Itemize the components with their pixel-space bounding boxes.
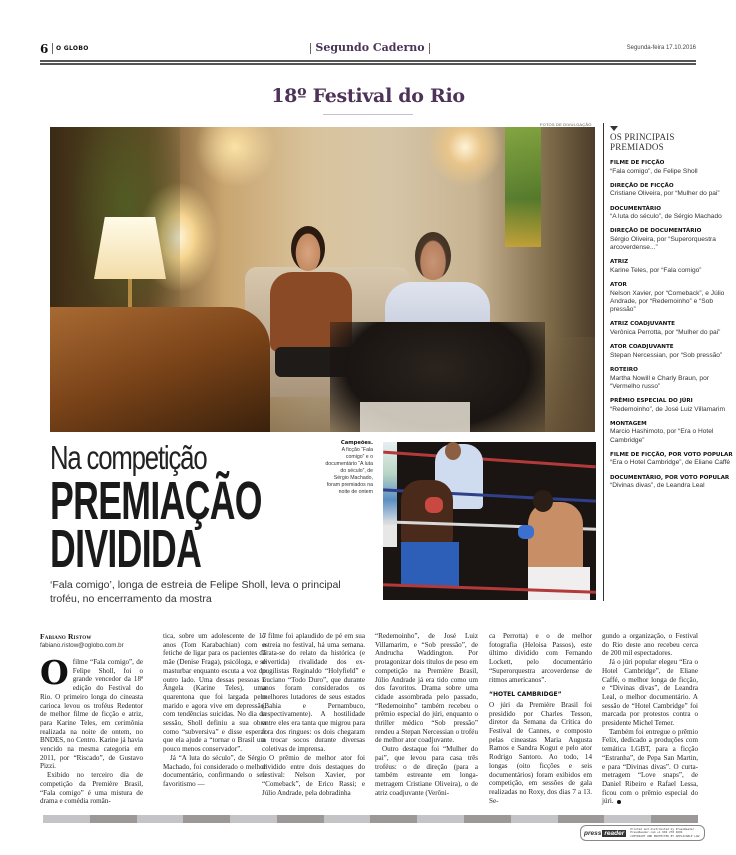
article-column-5: ca Perrotta) e o de melhor fotografia (Heloisa Passos), este último dividido com Fernando Lockett, pelo documentário “Superorquestra arcoverdense de ritmos americanos”. “HOTEL CAMBRIDGE” O júri da Première Brasil foi presidido por Charles Tesson, diretor da Semana da Crítica do Festival de Cannes, e composto pelas cineastas Maria Augusta Ramos e Sandra Kogut e pelo ator Rodrigo Santoro. Ao todo, 14 longas (oito ficções e seis documentários) foram exibidos em competição, em sessões de gala realizadas no Roxy, dos dias 7 a 13. Se- bbox=[489, 632, 592, 805]
award-item: ATOR COADJUVANTE Stepan Nercessian, por “Sob pressão” bbox=[610, 344, 723, 359]
newspaper-name: O GLOBO bbox=[56, 45, 89, 52]
footer-dashed-rule bbox=[43, 815, 698, 823]
header-rule bbox=[40, 60, 696, 65]
page-number: 6 bbox=[40, 42, 49, 56]
kicker-underline bbox=[323, 114, 413, 115]
award-item: FILME DE FICÇÃO, POR VOTO POPULAR “Era o Hotel Cambridge”, de Eliane Caffé bbox=[610, 451, 733, 467]
headline-line-2: DIVIDIDA bbox=[50, 519, 202, 579]
sidebar-title: OS PRINCIPAIS PREMIADOS bbox=[610, 132, 675, 152]
photo-credit: FOTOS DE DIVULGAÇÃO bbox=[540, 122, 592, 127]
headline-overline: Na competição bbox=[50, 439, 207, 476]
author-email[interactable]: fabiano.ristow@oglobo.com.br bbox=[40, 642, 124, 649]
pressreader-info: Printed and distributed by PressReader PressReader.com +1 604 278 4604 COPYRIGHT AND PROTECTED BY APPLICABLE LAW bbox=[630, 826, 700, 838]
award-item: MONTAGEM Marcio Hashimoto, por “Era o Hotel Cambridge” bbox=[610, 420, 714, 444]
award-item: ATRIZ COADJUVANTE Verônica Perrotta, por “Mulher do pai” bbox=[610, 321, 721, 336]
pressreader-badge[interactable] bbox=[580, 825, 705, 841]
pressreader-logo: press reader bbox=[584, 829, 625, 837]
drop-cap: O bbox=[40, 653, 69, 692]
award-item: FILME DE FICÇÃO “Fala comigo”, de Felipe Sholl bbox=[610, 160, 698, 175]
issue-date: Segunda-feira 17.10.2016 bbox=[626, 45, 696, 51]
caption-title: Campeões. bbox=[340, 440, 373, 446]
award-item: ATRIZ Karine Teles, por “Fala comigo” bbox=[610, 259, 702, 274]
boxing-photo-a-luta-do-seculo bbox=[383, 442, 596, 600]
author-name: Fabiano Ristow bbox=[40, 632, 92, 641]
headline-line-1: PREMIAÇÃO bbox=[50, 471, 262, 531]
article-subhead: “HOTEL CAMBRIDGE” bbox=[489, 691, 562, 699]
winners-sidebar bbox=[603, 123, 733, 601]
award-item: DIREÇÃO DE FICÇÃO Cristiane Oliveira, por “Mulher do pai” bbox=[610, 182, 720, 198]
award-item: ROTEIRO Martha Nowill e Charly Braun, por “Vermelho russo” bbox=[610, 366, 709, 390]
award-item: DIREÇÃO DE DOCUMENTÁRIO Sérgio Oliveira, por “Superorquestra arcoverdense...” bbox=[610, 228, 716, 252]
award-item: ATOR Nelson Xavier, por “Comeback”, e Júlio Andrade, por “Redemoinho” e “Sob pressão” bbox=[610, 282, 725, 314]
article-column-6: gundo a organização, o Festival do Rio deste ano recebeu cerca de 200 mil espectadores. Já o júri popular elegeu “Era o Hotel Cambridge”, de Eliane Caffé, o melhor longa de ficção, e “Divinas divas”, de Leandra Leal, o melhor documentário. A sessão de “Hotel Cambridge” foi marcada por protestos contra o presidente Michel Temer. Também foi entregue o prêmio Felix, dedicado a produções com temática LGBT, para a ficção “Estranha”, de Pepa San Martin, e para “Divinas divas”. O curta-metragem “Love snaps”, de Daniel Ribeiro e Rafael Lessa, ficou com o prêmio especial do júri. bbox=[602, 632, 698, 806]
section-kicker: 18º Festival do Rio bbox=[271, 85, 465, 107]
page-header bbox=[40, 40, 696, 60]
main-photo-fala-comigo bbox=[50, 127, 595, 432]
header-divider bbox=[52, 43, 53, 54]
article-column-2: tica, sobre um adolescente de 17 anos (Tom Karabachian) com o fetiche de ligar para os pacientes da mãe (Denise Fraga), psicóloga, e se masturbar enquanto escuta a voz do outro lado. Uma dessas pessoas é Ângela (Karine Teles), uma quarentona que foi largada pelo marido e agora vive em depressão, com tendências suicidas. No dia da sessão, Sholl definiu a sua obra como “subversiva” e disse esperar que ela ajude a “tornar o Brasil um pouco menos conservador”. Já “A luta do século”, de Sérgio Machado, foi considerado o melhor documentário, confirmando o seu favoritismo — bbox=[163, 632, 266, 788]
award-item: PRÊMIO ESPECIAL DO JÚRI “Redemoinho”, de José Luiz Villamarim bbox=[610, 397, 725, 413]
article-column-4: “Redemoinho”, de José Luiz Villamarim, e “Sob pressão”, de Andrucha Waddington. Por protagonizar dois títulos de peso em competição na Première Brasil, Júlio Andrade já era tido como um dos favoritos. Drama sobre uma cidade assombrada pelo passado, “Redemoinho” também recebeu o prêmio especial do júri, enquanto o thriller médico “Sob pressão” rendeu a Stepan Nercessian o troféu de melhor ator coadjuvante. Outro destaque foi “Mulher do pai”, que levou para casa três troféus: o de direção (para a também estreante em longa-metragem Cristiane Oliveira), o de atriz coadjuvante (Verôni- bbox=[375, 632, 478, 797]
award-item: DOCUMENTÁRIO, POR VOTO POPULAR “Divinas divas”, de Leandra Leal bbox=[610, 474, 730, 490]
article-column-3: o filme foi aplaudido de pé em sua estreia no festival, há uma semana. Trata-se do relato da histórica (e divertida) rivalidade dos ex-pugilistas Reginaldo “Holyfield” e Luciano “Todo Duro”, que durante anos foram considerados os melhores lutadores de seus estados (Bahia e Pernambuco, respectivamente). A hostilidade entre eles era tanta que migrou para fora dos ringues: os dois chegaram a trocar socos durante diversas coletivas de imprensa. O prêmio de melhor ator foi dividido entre dois destaques do festival: Nelson Xavier, por “Comeback”, de Erico Rassi; e Júlio Andrade, pela dobradinha bbox=[262, 632, 365, 797]
end-of-article-icon bbox=[617, 800, 621, 804]
lamp-shade bbox=[94, 217, 166, 279]
article-column-1: Ofilme “Fala comigo”, de Felipe Sholl, foi o grande vencedor da 18ª edição do Festival do Rio. O primeiro longa do cineasta carioca levou os troféus Redentor de melhor filme de ficção e atriz, para Karine Teles, em cerimônia realizada na noite de ontem, no BNDES, no Centro. Karine já havia vencido na mesma categoria em 2011, por “Riscado”, de Gustavo Pizzi. Exibido no terceiro dia de competição da Première Brasil, “Fala comigo” é uma mistura de drama e comédia român- bbox=[40, 653, 143, 806]
award-item: DOCUMENTÁRIO “A luta do século”, de Sérgio Machado bbox=[610, 205, 722, 221]
caption-text: A ficção “Fala comigo” e o documentário “A luta do século”, de Sérgio Machado, foram premiados na noite de ontem bbox=[325, 447, 373, 495]
headline-deck: ‘Fala comigo’, longa de estreia de Felipe Sholl, leva o principal troféu, no encerramento da mostra bbox=[50, 579, 341, 605]
triangle-down-icon bbox=[610, 126, 618, 131]
section-name: Segundo Caderno bbox=[310, 41, 430, 54]
photo-caption bbox=[325, 440, 373, 496]
